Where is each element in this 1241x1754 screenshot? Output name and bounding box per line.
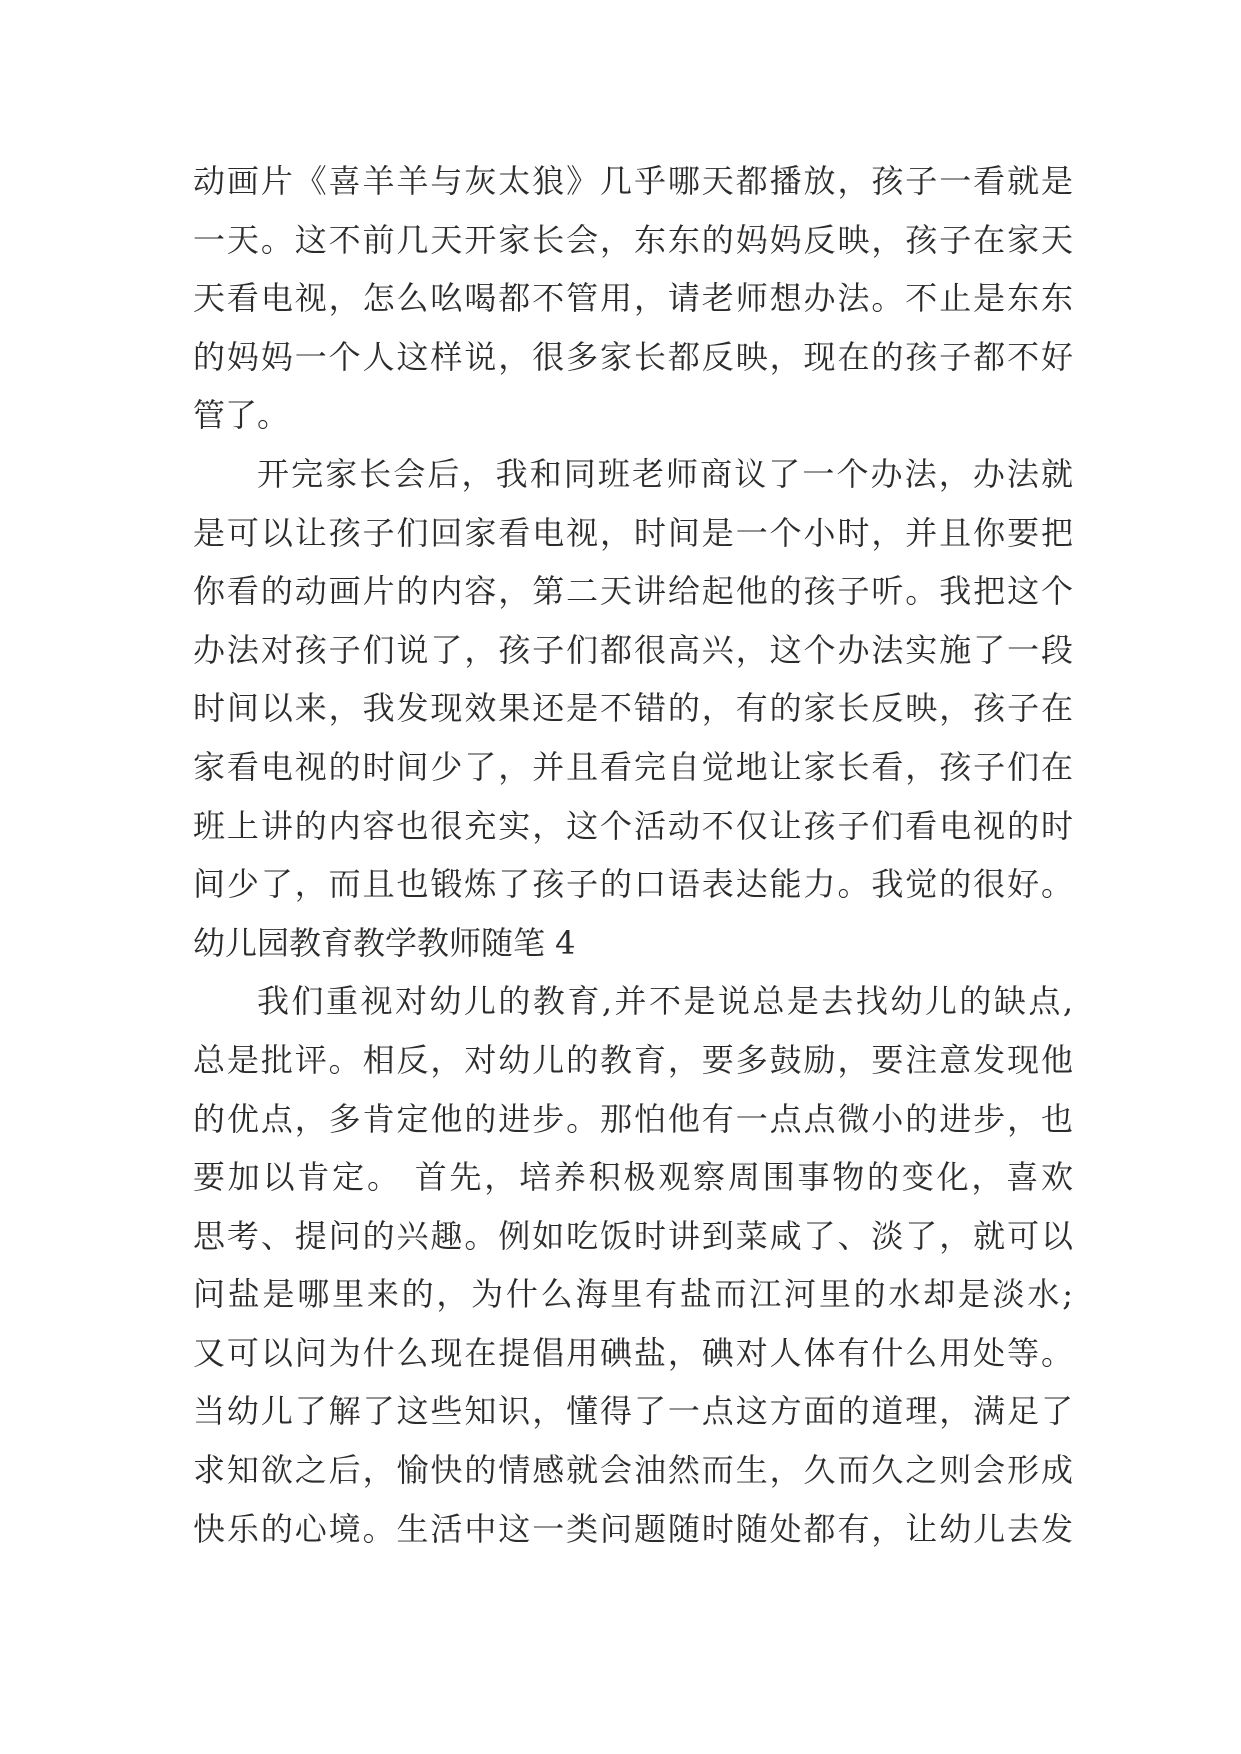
text-line: 管了。 bbox=[193, 396, 290, 435]
text-line: 总是批评。相反，对幼儿的教育，要多鼓励，要注意发现他 bbox=[193, 1040, 1073, 1079]
text-line: 家看电视的时间少了，并且看完自觉地让家长看，孩子们在 bbox=[193, 747, 1073, 786]
text-line: 思考、提问的兴趣。例如吃饭时讲到菜咸了、淡了，就可以 bbox=[193, 1216, 1073, 1255]
text-line: 的优点，多肯定他的进步。那怕他有一点点微小的进步，也 bbox=[193, 1099, 1073, 1138]
text-line: 的妈妈一个人这样说，很多家长都反映，现在的孩子都不好 bbox=[193, 337, 1073, 376]
text-line: 动画片《喜羊羊与灰太狼》几乎哪天都播放，孩子一看就是 bbox=[193, 162, 1073, 200]
section-heading-text: 幼儿园教育教学教师随笔 4 bbox=[193, 923, 576, 962]
text-line: 我们重视对幼儿的教育,并不是说总是去找幼儿的缺点, bbox=[257, 982, 1073, 1021]
paragraph-3 bbox=[193, 972, 1073, 1558]
text-line: 办法对孩子们说了，孩子们都很高兴，这个办法实施了一段 bbox=[193, 630, 1073, 669]
text-line: 又可以问为什么现在提倡用碘盐，碘对人体有什么用处等。 bbox=[193, 1333, 1073, 1372]
text-line: 开完家长会后，我和同班老师商议了一个办法，办法就 bbox=[257, 454, 1073, 493]
text-line: 时间以来，我发现效果还是不错的，有的家长反映，孩子在 bbox=[193, 689, 1073, 728]
section-heading bbox=[193, 914, 1073, 973]
text-line: 你看的动画片的内容，第二天讲给起他的孩子听。我把这个 bbox=[193, 572, 1073, 611]
text-line: 天看电视，怎么吆喝都不管用，请老师想办法。不止是东东 bbox=[193, 279, 1073, 318]
text-line: 间少了，而且也锻炼了孩子的口语表达能力。我觉的很好。 bbox=[193, 865, 1073, 904]
document-body bbox=[193, 152, 1073, 1558]
text-line: 要加以肯定。 首先，培养积极观察周围事物的变化，喜欢 bbox=[193, 1158, 1073, 1197]
text-line: 求知欲之后，愉快的情感就会油然而生，久而久之则会形成 bbox=[193, 1451, 1073, 1490]
text-line: 一天。这不前几天开家长会，东东的妈妈反映，孩子在家天 bbox=[193, 220, 1073, 259]
paragraph-1 bbox=[193, 152, 1073, 445]
paragraph-2 bbox=[193, 445, 1073, 914]
text-line: 是可以让孩子们回家看电视，时间是一个小时，并且你要把 bbox=[193, 513, 1073, 552]
text-line: 班上讲的内容也很充实，这个活动不仅让孩子们看电视的时 bbox=[193, 806, 1073, 845]
text-line: 问盐是哪里来的，为什么海里有盐而江河里的水却是淡水; bbox=[193, 1275, 1073, 1314]
text-line: 快乐的心境。生活中这一类问题随时随处都有，让幼儿去发 bbox=[193, 1509, 1073, 1548]
text-line: 当幼儿了解了这些知识，懂得了一点这方面的道理，满足了 bbox=[193, 1392, 1073, 1431]
